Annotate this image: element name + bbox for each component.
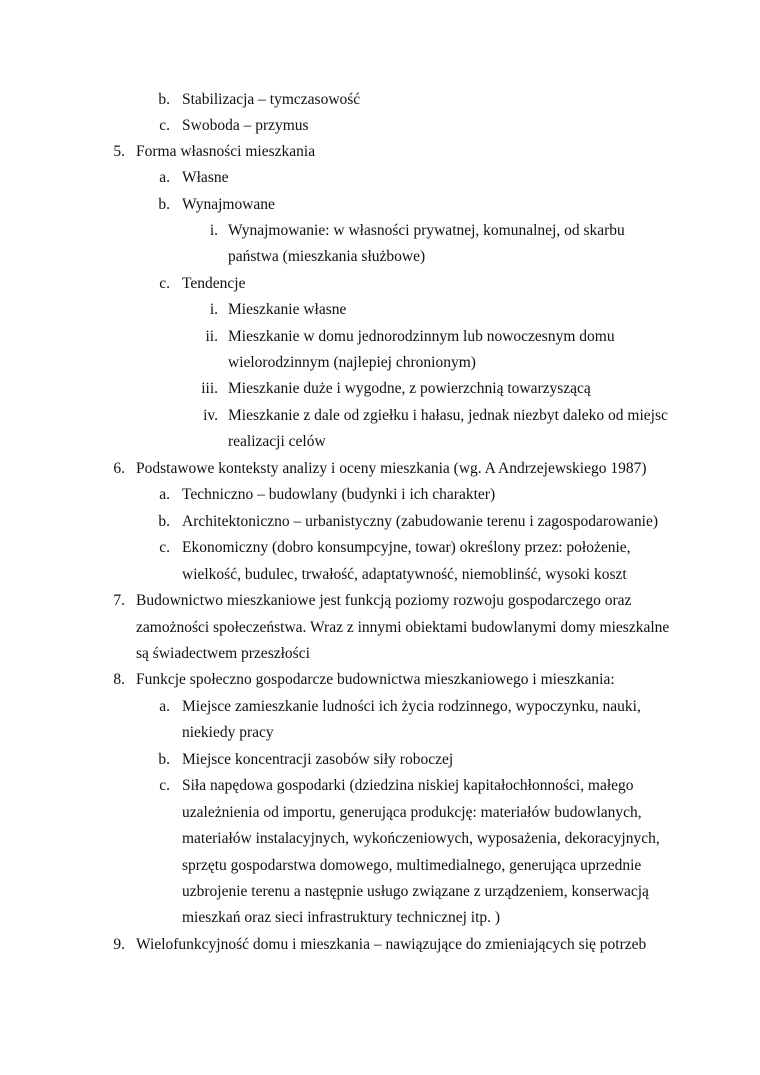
list-item-text: wielorodzinnym (najlepiej chronionym): [228, 354, 476, 371]
list-item-text: Siła napędowa gospodarki (dziedzina niskiej kapitałochłonności, małego: [182, 777, 634, 794]
list-item-text: Swoboda – przymus: [182, 117, 309, 134]
list-item-text: Wielofunkcyjność domu i mieszkania – nawiązujące do zmieniających się potrzeb: [136, 936, 647, 953]
list-item-text: Stabilizacja – tymczasowość: [182, 91, 361, 108]
list-item-text: Mieszkanie w domu jednorodzinnym lub nowoczesnym domu: [228, 328, 615, 345]
list-marker: b.: [158, 196, 170, 213]
list-marker: i.: [209, 222, 218, 239]
list-item-text: Tendencje: [182, 275, 246, 292]
list-item-text: Podstawowe konteksty analizy i oceny mieszkania (wg. A Andrzejewskiego 1987): [136, 460, 647, 477]
list-item-text: Architektoniczno – urbanistyczny (zabudowanie terenu i zagospodarowanie): [182, 513, 659, 530]
list-item-text: mieszkań oraz sieci infrastruktury technicznej itp. ): [182, 909, 501, 926]
list-item-text: sprzętu gospodarstwa domowego, multimedialnego, generująca uprzednie: [182, 857, 642, 874]
list-item-text: Miejsce zamieszkanie ludności ich życia rodzinnego, wypoczynku, nauki,: [182, 698, 641, 715]
list-item-text: Mieszkanie duże i wygodne, z powierzchnią towarzyszącą: [228, 380, 591, 397]
list-marker: i.: [209, 301, 218, 318]
list-marker: 8.: [113, 671, 125, 688]
list-item-text: Wynajmowane: [182, 196, 275, 213]
list-marker: 5.: [113, 143, 125, 160]
list-item-text: Mieszkanie z dale od zgiełku i hałasu, jednak niezbyt daleko od miejsc: [228, 407, 668, 424]
list-item-text: państwa (mieszkania służbowe): [228, 248, 426, 265]
list-marker: c.: [159, 275, 170, 292]
list-marker: 9.: [113, 936, 125, 953]
list-item-text: Wynajmowanie: w własności prywatnej, komunalnej, od skarbu: [228, 222, 625, 239]
list-item-text: uzależnienia od importu, generująca produkcję: materiałów budowlanych,: [182, 804, 642, 821]
list-item-text: wielkość, budulec, trwałość, adaptatywność, niemoblinść, wysoki koszt: [182, 566, 627, 583]
list-item-text: Mieszkanie własne: [228, 301, 347, 318]
list-item-text: niekiedy pracy: [182, 724, 274, 741]
list-item-text: zamożności społeczeństwa. Wraz z innymi obiektami budowlanymi domy mieszkalne: [136, 619, 670, 636]
list-item-text: Ekonomiczny (dobro konsumpcyjne, towar) określony przez: położenie,: [182, 539, 631, 556]
list-marker: a.: [159, 169, 170, 186]
list-item-text: uzbrojenie terenu a następnie usługo związane z urządzeniem, konserwacją: [182, 883, 649, 900]
list-item-text: realizacji celów: [228, 433, 326, 450]
list-marker: b.: [158, 513, 170, 530]
list-marker: ii.: [205, 328, 218, 345]
list-marker: 6.: [113, 460, 125, 477]
list-marker: c.: [159, 117, 170, 134]
list-item-text: materiałów instalacyjnych, wykończeniowych, wyposażenia, dekoracyjnych,: [182, 830, 660, 847]
list-item-text: są świadectwem przeszłości: [136, 645, 310, 662]
list-item-text: Forma własności mieszkania: [136, 143, 316, 160]
list-marker: a.: [159, 698, 170, 715]
list-marker: a.: [159, 486, 170, 503]
list-item-text: Budownictwo mieszkaniowe jest funkcją poziomy rozwoju gospodarczego oraz: [136, 592, 632, 609]
list-item-text: Funkcje społeczno gospodarcze budownictwa mieszkaniowego i mieszkania:: [136, 671, 615, 688]
list-marker: iv.: [203, 407, 218, 424]
list-marker: iii.: [201, 380, 218, 397]
list-marker: c.: [159, 539, 170, 556]
list-marker: c.: [159, 777, 170, 794]
list-marker: b.: [158, 751, 170, 768]
list-item-text: Miejsce koncentracji zasobów siły roboczej: [182, 751, 454, 768]
list-marker: b.: [158, 91, 170, 108]
list-item-text: Techniczno – budowlany (budynki i ich charakter): [182, 486, 496, 503]
list-item-text: Własne: [182, 169, 229, 186]
list-marker: 7.: [113, 592, 125, 609]
